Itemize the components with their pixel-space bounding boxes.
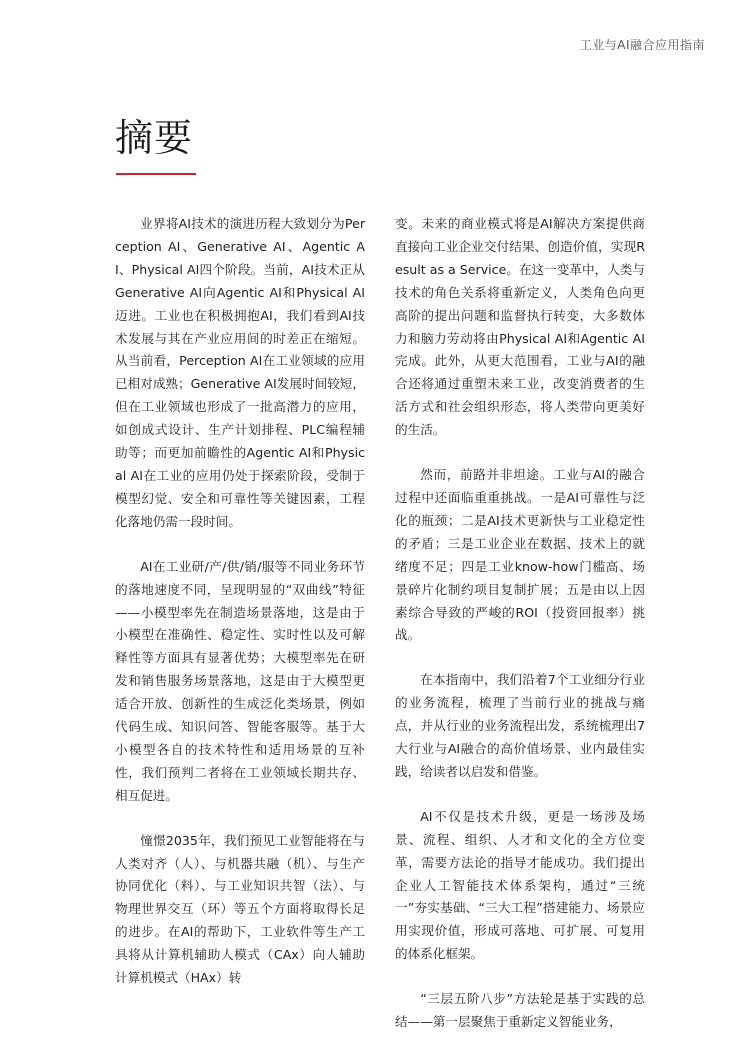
- paragraph-guide-overview: 在本指南中，我们沿着7个工业细分行业的业务流程，梳理了当前行业的挑战与痛点，并从行业的业务流程出发，系统梳理出7大行业与AI融合的高价值场景、业内最佳实践，给读者以启发和借鉴。: [395, 672, 645, 779]
- page-title: 摘要: [115, 116, 194, 160]
- running-header: 工业与AI融合应用指南: [579, 38, 705, 52]
- paragraph-ai-evolution: 业界将AI技术的演进历程大致划分为Perception AI、Generative AI、Agentic AI、Physical AI四个阶段。当前，AI技术正从Generative AI向Agentic AI和Physical AI迈进。工业也在积极拥抱AI，我们看到AI技术发展与其在产业应用间的时差正在缩短。从当前看，Perception AI在工业领域的应用已相对成熟；Generative AI发展时间较短，但在工业领域也形成了一批高潜力的应用，如创成式设计、生产计划排程、PLC编程辅助等；而更加前瞻性的Agentic AI和Physical AI在工业的应用仍处于探索阶段，受制于模型幻觉、安全和可靠性等关键因素，工程化落地仍需一段时间。: [115, 216, 365, 529]
- paragraph-dual-curve: AI在工业研/产/供/销/服等不同业务环节的落地速度不同，呈现明显的“双曲线”特征——小模型率先在制造场景落地，这是由于小模型在准确性、稳定性、实时性以及可解释性等方面具有显著优势；大模型率先在研发和销售服务场景落地，这是由于大模型更适合开放、创新性的生成泛化类场景，例如代码生成、知识问答、智能客服等。基于大小模型各自的技术特性和适用场景的互补性，我们预判二者将在工业领域长期共存、相互促进。: [115, 558, 365, 803]
- paragraph-challenges: 然而，前路并非坦途。工业与AI的融合过程中还面临重重挑战。一是AI可靠性与泛化的瓶颈；二是AI技术更新快与工业稳定性的矛盾；三是工业企业在数据、技术上的就绪度不足；四是工业know-how门槛高、场景碎片化制约项目复制扩展；五是由以上因素综合导致的严峻的ROI（投资回报率）挑战。: [395, 467, 645, 643]
- paragraph-methodology: AI不仅是技术升级，更是一场涉及场景、流程、组织、人才和文化的全方位变革，需要方法论的指导才能成功。我们提出企业人工智能技术体系架构，通过“三统一”夯实基础、“三大工程”搭建能力、场景应用实现价值，形成可落地、可扩展、可复用的体系化框架。: [395, 808, 645, 962]
- paragraph-vision-2035-continued: 变。未来的商业模式将是AI解决方案提供商直接向工业企业交付结果、创造价值，实现Result as a Service。在这一变革中，人类与技术的角色关系将重新定义，人类角色向更高阶的提出问题和监督执行转变，大多数体力和脑力劳动将由Physical AI和Agentic AI完成。此外，从更大范围看，工业与AI的融合还将通过重塑未来工业，改变消费者的生活方式和社会组织形态，将人类带向更美好的生活。: [395, 216, 645, 438]
- right-column: [395, 213, 645, 1056]
- left-column: [115, 213, 365, 1012]
- paragraph-vision-2035: 憧憬2035年，我们预见工业智能将在与人类对齐（人）、与机器共融（机）、与生产协同优化（料）、与工业知识共智（法）、与物理世界交互（环）等五个方面将取得长足的进步。在AI的帮助下，工业软件等生产工具将从计算机辅助人模式（CAx）向人辅助计算机模式（HAx）转: [115, 832, 365, 986]
- title-underline: [116, 173, 196, 175]
- paragraph-three-layers: “三层五阶八步”方法轮是基于实践的总结——第一层聚焦于重新定义智能业务，: [395, 991, 645, 1030]
